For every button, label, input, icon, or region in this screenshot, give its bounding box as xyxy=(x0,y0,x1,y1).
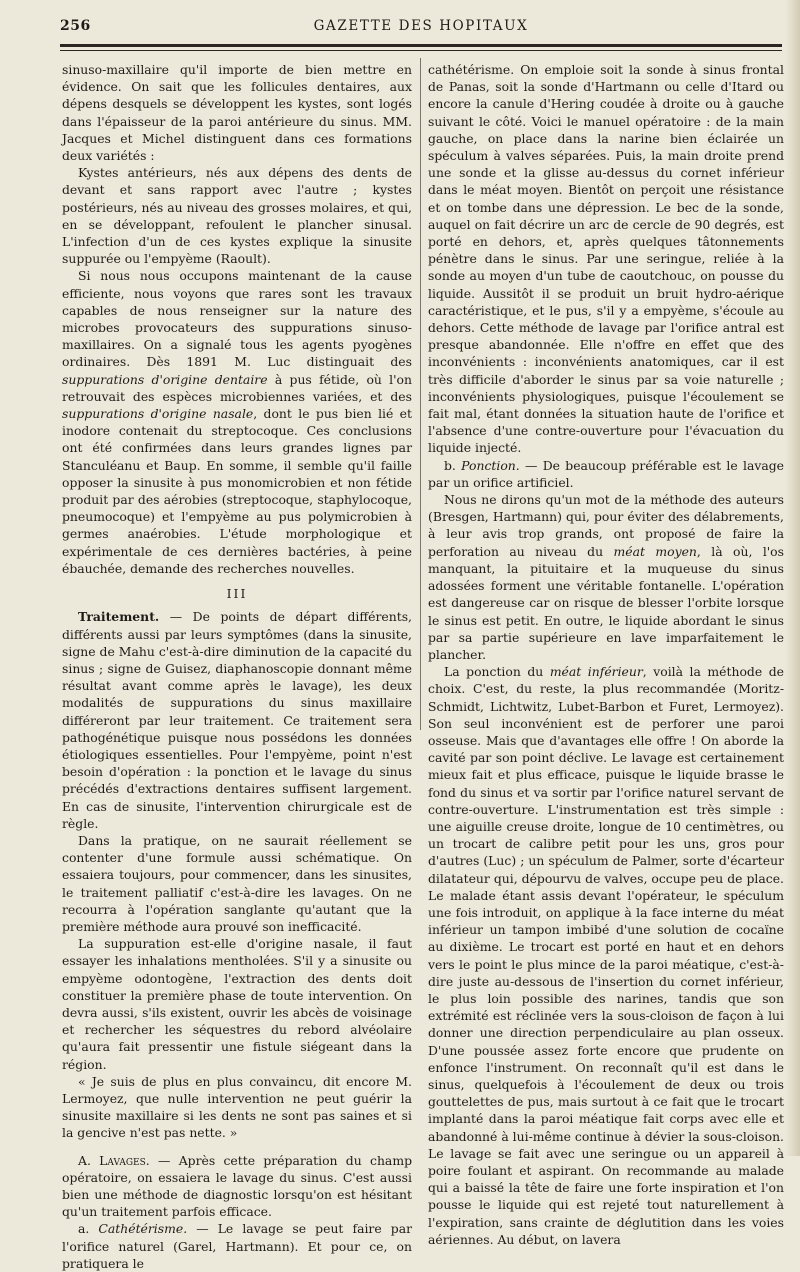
paragraph: Dans la pratique, on ne saurait réellement se contenter d'une formule aussi schématique. On essaiera toujours, pour commencer, dans les sinusites, le traitement palliatif c'est-à-dire les lavages. On ne recourra à l'opération sanglante qu'autant que la première méthode aura prouvé son inefficacité. xyxy=(62,832,412,934)
page-header xyxy=(60,14,782,40)
page-edge-shadow xyxy=(786,0,800,1156)
paragraph: La ponction du méat inférieur, voilà la méthode de choix. C'est, du reste, la plus recommandée (Moritz-Schmidt, Lichtwitz, Lubet-Barbon et Furet, Lermoyez). Son seul inconvénient est de perforer une paroi osseuse. Mais que d'avantages elle offre ! On aborde la cavité par son point déclive. Le lavage est certainement mieux fait et plus efficace, puisque le liquide brasse le fond du sinus et va sortir par l'orifice naturel servant de contre-ouverture. L'instrumentation est très simple : une aiguille creuse droite, longue de 10 centimètres, ou un trocart de calibre petit pour les uns, gros pour d'autres (Luc) ; un spéculum de Palmer, sorte d'écarteur dilatateur qui, dépourvu de valves, occupe peu de place. Le malade étant assis devant l'opérateur, le spéculum une fois introduit, on applique à la face interne du méat inférieur un tampon imbibé d'une solution de cocaïne au dixième. Le trocart est porté en haut et en dehors vers le point le plus mince de la paroi méatique, c'est-à-dire juste au-dessous de l'insertion du cornet inférieur, le plus loin possible des narines, tandis que son extrémité est réclinée vers la sous-cloison de façon à lui donner une direction perpendiculaire au plan osseux. D'une poussée assez forte encore que prudente on enfonce l'instrument. On reconnaît qu'il est dans le sinus, quelquefois à l'écoulement de deux ou trois gouttelettes de pus, mais surtout à ce fait que le trocart implanté dans la paroi méatique fait corps avec elle et abandonné à lui-même continue à dévier la sous-cloison. Le lavage se fait avec une seringue ou un appareil à poire foulant et aspirant. On recommande au malade qui a baissé la tête de faire une forte inspiration et l'on pousse le liquide qui est rejeté tout naturellement à l'expiration, sans crainte de déglutition dans les voies aériennes. Au début, on lavera xyxy=(428,664,784,1247)
paragraph: La suppuration est-elle d'origine nasale, il faut essayer les inhalations mentholées. S'il y a sinusite ou empyème odontogène, l'extraction des dents doit constituer la première phase de toute intervention. On devra aussi, s'ils existent, ouvrir les abcès de voisinage et rechercher les séquestres du rebord alvéolaire qu'aura fait pressentir une fistule siégeant dans la région. xyxy=(62,936,412,1072)
right-column xyxy=(428,61,784,1248)
paragraph: a. Cathétérisme. — Le lavage se peut faire par l'orifice naturel (Garel, Hartmann). Et pour ce, on pratiquera le xyxy=(62,1221,412,1271)
subsection-heading: A. Lavages. xyxy=(78,1152,150,1168)
paragraph: Nous ne dirons qu'un mot de la méthode des auteurs (Bresgen, Hartmann) qui, pour éviter des délabrements, à leur avis trop grands, ont proposé de faire la perforation au niveau du méat moyen, là où, l'os manquant, la pituitaire et la muqueuse du sinus adossées forment une véritable fontanelle. L'opération est dangereuse car on risque de blesser l'orbite lorsque le sinus est petit. En outre, le liquide abordant le sinus par sa partie supérieure en lave imparfaitement le plancher. xyxy=(428,492,785,662)
paragraph: sinuso-maxillaire qu'il importe de bien mettre en évidence. On sait que les follicules dentaires, aux dépens desquels se développent les kystes, sont logés dans l'épaisseur de la paroi antérieure du sinus. MM. Jacques et Michel distinguent dans ces formations deux variétés : xyxy=(62,62,412,164)
paragraph: cathétérisme. On emploie soit la sonde à sinus frontal de Panas, soit la sonde d'Hartmann ou celle d'Itard ou encore la canule d'Hering coudée à droite ou à gauche suivant le côté. Voici le manuel opératoire : de la main gauche, on place dans la narine bien éclairée un spéculum à valves séparées. Puis, la main droite prend une sonde et la glisse au-dessus du cornet inférieur dans le méat moyen. Bientôt on perçoit une résistance et on tombe dans une dépression. Le bec de la sonde, auquel on fait décrire un arc de cercle de 90 degrés, est porté en dehors, et, après quelques tâtonnements pénètre dans le sinus. Par une seringue, reliée à la sonde au moyen d'un tube de caoutchouc, on pousse du liquide. Aussitôt il se produit un bruit hydro-aérique caractéristique, et le pus, s'il y a empyème, s'écoule au dehors. Cette méthode de lavage par l'orifice antral est presque abandonnée. Elle n'offre en effet que des inconvénients : inconvénients anatomiques, car il est très difficile d'aborder le sinus par sa voie naturelle ; inconvénients physiologiques, puisque l'écoulement se fait mal, étant données la situation haute de l'orifice et l'absence d'une contre-ouverture pour l'évacuation du liquide injecté. xyxy=(428,62,784,456)
section-heading: Traitement. xyxy=(78,609,160,625)
subsection-heading: Ponction. xyxy=(461,457,520,473)
left-column xyxy=(62,61,412,1272)
paragraph: Si nous nous occupons maintenant de la cause efficiente, nous voyons que rares sont les travaux capables de nous renseigner sur la nature des microbes provocateurs des suppurations sinuso-maxillaires. On a signalé tous les agents pyogènes ordinaires. Dès 1891 M. Luc distinguait des suppurations d'origine dentaire à pus fétide, où l'on retrouvait des espèces microbiennes variées, et des suppurations d'origine nasale, dont le pus bien lié et inodore contenait du streptocoque. Ces conclusions ont été confirmées dans leurs grandes lignes par Stanculéanu et Baup. En somme, il semble qu'il faille opposer la sinusite à pus monomicrobien et non fétide produit par des aérobies (streptocoque, staphylocoque, pneumocoque) et l'empyème au pus polymicrobien à germes anaérobies. L'étude morphologique et expérimentale de ces dernières bactéries, à peine ébauchée, demande des recherches nouvelles. xyxy=(62,268,412,576)
journal-title: GAZETTE DES HOPITAUX xyxy=(313,18,529,34)
section-number: III xyxy=(226,586,248,602)
subsection-heading: Cathétérisme. xyxy=(98,1221,188,1237)
paragraph: Traitement. — De points de départ différents, différents aussi par leurs symptômes (dans la sinusite, signe de Mahu c'est-à-dire diminution de la capacité du sinus ; signe de Guisez, diaphanoscopie donnant même résultat avant comme après le lavage), les deux modalités de suppurations du sinus maxillaire différeront par leur traitement. Ce traitement sera pathogénétique puisque nous possédons les données étiologiques essentielles. Pour l'empyème, point n'est besoin d'opération : la ponction et le lavage du sinus précédés d'extractions dentaires suffisent largement. En cas de sinusite, l'intervention chirurgicale est de règle. xyxy=(62,609,412,831)
header-rule-thin xyxy=(60,50,782,51)
paragraph: b. Ponction. — De beaucoup préférable est le lavage par un orifice artificiel. xyxy=(428,457,784,490)
paragraph: « Je suis de plus en plus convaincu, dit encore M. Lermoyez, que nulle intervention ne peut guérir la sinusite maxillaire si les dents ne sont pas saines et si la gencive n'est pas nette. » xyxy=(62,1073,412,1141)
paragraph: Kystes antérieurs, nés aux dépens des dents de devant et sans rapport avec l'autre ; kystes postérieurs, nés au niveau des grosses molaires, et qui, en se développant, refoulent le plancher sinusal. L'infection d'un de ces kystes explique la sinusite suppurée ou l'empyème (Raoult). xyxy=(62,165,412,267)
header-rule-thick xyxy=(60,44,782,47)
page-number: 256 xyxy=(60,18,91,34)
column-divider xyxy=(420,58,421,730)
paragraph: A. Lavages. — Après cette préparation du champ opératoire, on essaiera le lavage du sinus. C'est aussi bien une méthode de diagnostic lorsqu'on est hésitant qu'un traitement parfois efficace. xyxy=(62,1152,412,1220)
